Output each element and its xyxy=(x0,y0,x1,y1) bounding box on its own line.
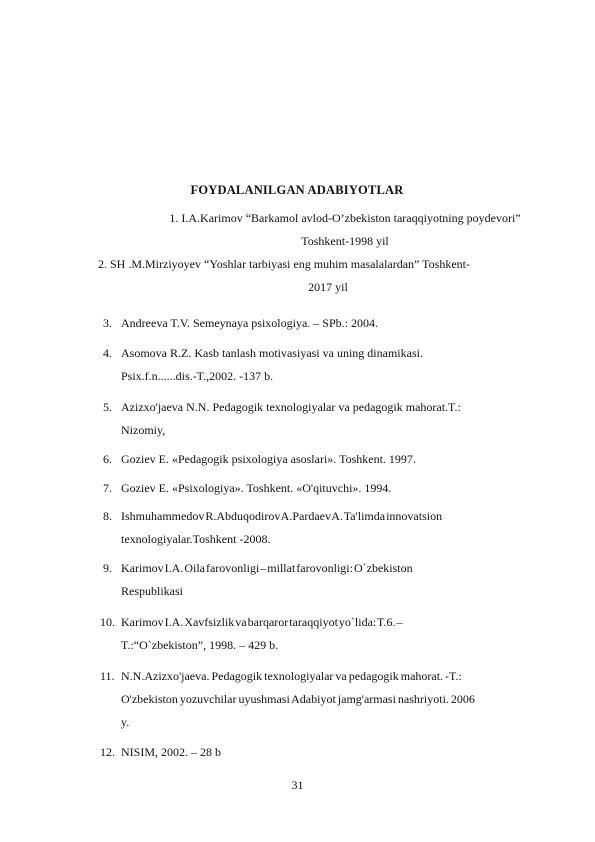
reference-text-line: 1. I.A.Karimov “Barkamol avlod-O’zbekiston taraqqiyotning poydevori” xyxy=(169,211,521,225)
reference-text-line: Karimov I.A. Oila farovonligi – millat farovonligi: O`zbekiston xyxy=(121,561,413,575)
reference-number: 9. xyxy=(103,561,112,575)
reference-number: 5. xyxy=(103,400,112,414)
page-number: 31 xyxy=(291,778,304,792)
reference-number: 3. xyxy=(103,316,112,330)
reference-number: 10. xyxy=(100,615,115,629)
reference-text-line: Ishmuhammedov R.Abduqodirov A.Pardaev A. Ta'limda innovatsion xyxy=(121,509,443,523)
reference-item-3 xyxy=(103,312,551,335)
reference-text-line: Psix.f.n......dis.-T.,2002. -137 b. xyxy=(121,369,274,383)
reference-item-8 xyxy=(103,505,551,551)
page-title: FOYDALANILGAN ADABIYOTLAR xyxy=(190,183,404,197)
reference-text-line: 2017 yil xyxy=(308,280,348,294)
reference-item-2 xyxy=(98,253,558,299)
reference-item-1 xyxy=(100,207,590,253)
reference-text-line: 2. SH .M.Mirziyoyev “Yoshlar tarbiyasi eng muhim masalalardan” Toshkent- xyxy=(98,257,470,271)
reference-text-line: N.N.Azizxo'jaeva. Pedagogik texnologiyalar va pedagogik mahorat. -T.: xyxy=(121,669,462,683)
reference-text-line: texnologiyalar.Toshkent -2008. xyxy=(121,532,271,546)
reference-item-10 xyxy=(100,611,551,657)
reference-text-line: Nizomiy, xyxy=(121,423,166,437)
reference-text-line: Asomova R.Z. Kasb tanlash motivasiyasi va uning dinamikasi. xyxy=(121,346,423,360)
reference-text-line: y. xyxy=(121,715,130,729)
reference-number: 11. xyxy=(100,669,115,683)
reference-text-line: Andreeva T.V. Semeynaya psixologiya. – SPb.: 2004. xyxy=(121,316,378,330)
reference-number: 7. xyxy=(103,481,112,495)
reference-number: 12. xyxy=(100,745,115,759)
reference-number: 4. xyxy=(103,346,112,360)
reference-text-line: Azizxo'jaeva N.N. Pedagogik texnologiyalar va pedagogik mahorat.T.: xyxy=(121,400,461,414)
reference-item-12 xyxy=(100,741,551,764)
reference-text-line: O'zbekiston yozuvchilar uyushmasi Adabiyot jamg'armasi nashriyoti. 2006 xyxy=(121,692,475,706)
reference-text-line: T.:“O`zbekiston”, 1998. – 429 b. xyxy=(121,638,279,652)
reference-text-line: Goziev E. «Pedagogik psixologiya asoslari». Toshkent. 1997. xyxy=(121,452,416,466)
reference-item-9 xyxy=(103,557,551,603)
reference-text-line: Respublikasi xyxy=(121,584,183,598)
reference-text-line: NISIM, 2002. – 28 b xyxy=(121,745,222,759)
reference-number: 8. xyxy=(103,509,112,523)
reference-item-6 xyxy=(103,448,551,471)
reference-number: 6. xyxy=(103,452,112,466)
reference-item-7 xyxy=(103,477,551,500)
reference-text-line: Toshkent-1998 yil xyxy=(301,234,389,248)
reference-item-11 xyxy=(100,665,551,734)
reference-text-line: Goziev E. «Psixologiya». Toshkent. «O'qituvchi». 1994. xyxy=(121,481,392,495)
reference-item-5 xyxy=(103,396,551,442)
reference-item-4 xyxy=(103,342,551,388)
reference-text-line: Karimov I.A. Xavfsizlik va barqaror taraqqiyot yo`lida: T.6. – xyxy=(121,615,403,629)
